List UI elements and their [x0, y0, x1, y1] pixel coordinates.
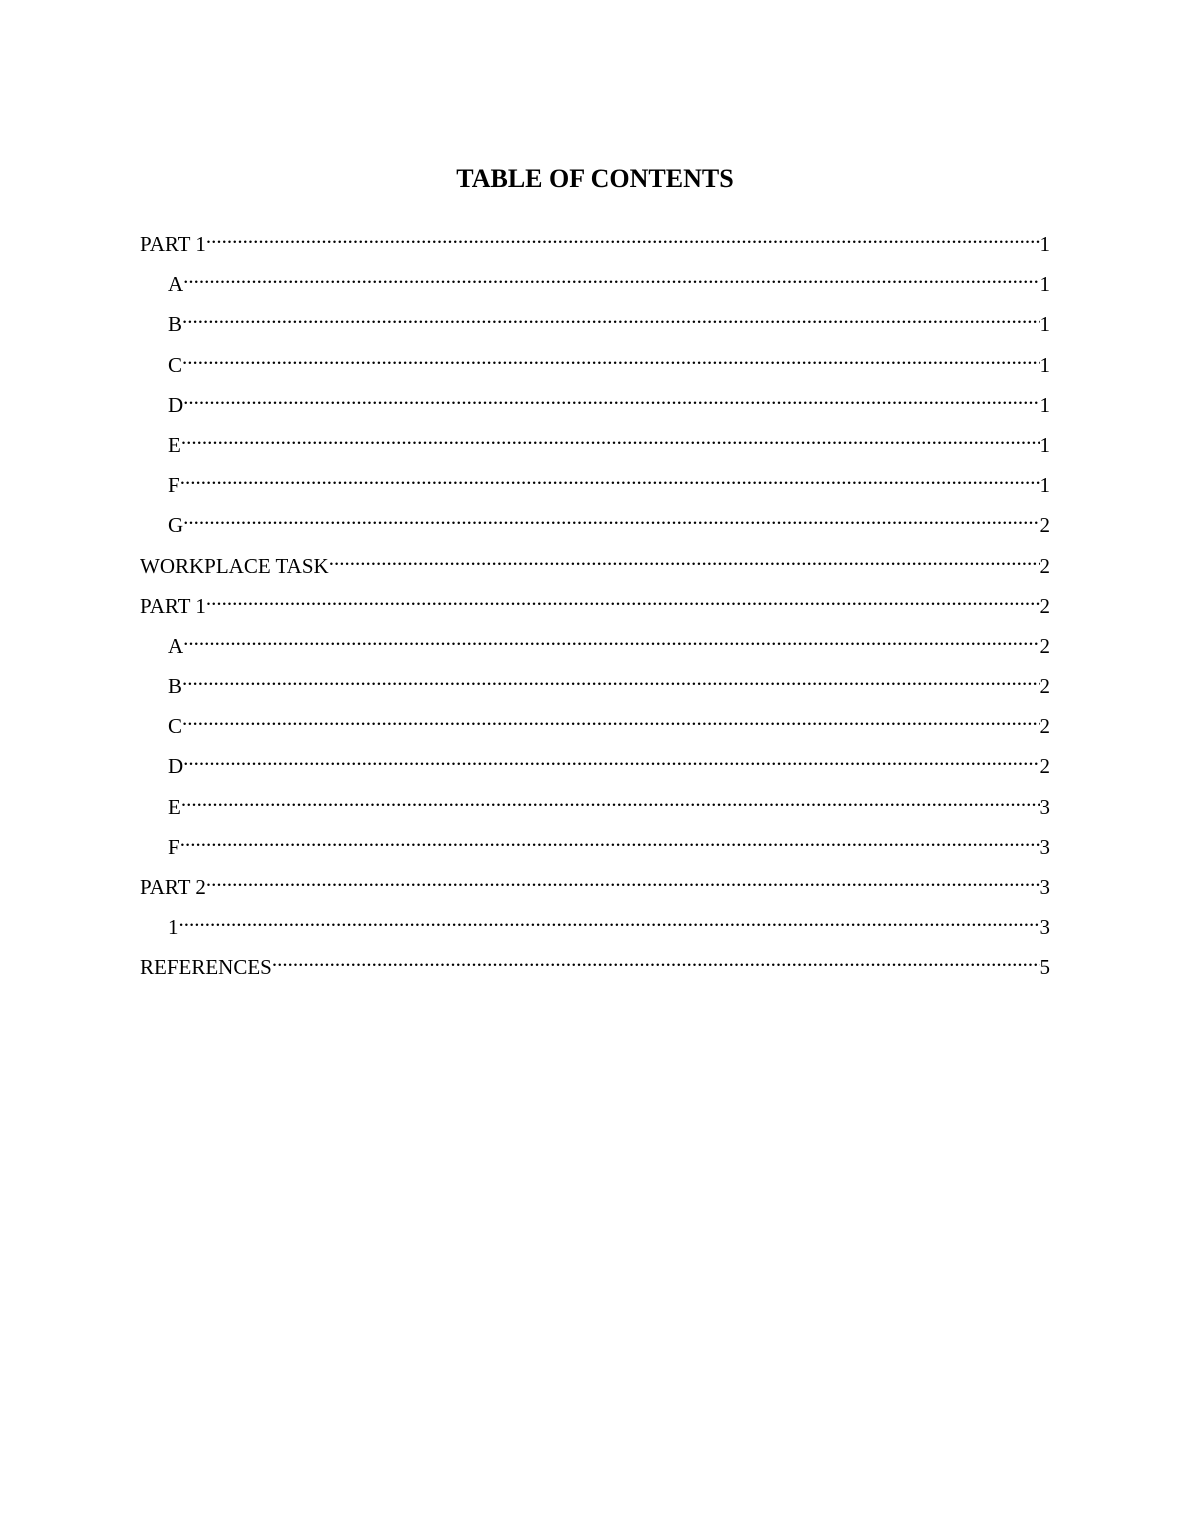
toc-entry-label: PART 2 — [140, 875, 206, 899]
toc-entry-label: G — [168, 513, 184, 538]
toc-entry[interactable] — [140, 583, 1050, 623]
toc-dot-leader — [206, 583, 1040, 613]
toc-dot-leader — [272, 944, 1040, 974]
toc-entry-page-number: 1 — [1039, 232, 1050, 256]
toc-entry[interactable] — [140, 462, 1050, 502]
toc-entry-page-number: 2 — [1039, 674, 1050, 699]
toc-entry-label: E — [168, 794, 181, 819]
toc-entry-label: REFERENCES — [140, 955, 272, 980]
toc-entry[interactable] — [140, 543, 1050, 583]
toc-entry-page-number: 2 — [1039, 633, 1050, 658]
toc-entry[interactable] — [140, 944, 1050, 984]
toc-entry-page-number: 1 — [1039, 473, 1050, 498]
toc-dot-leader — [206, 864, 1040, 894]
toc-entry-label: B — [168, 312, 183, 337]
toc-entry[interactable] — [140, 342, 1050, 382]
toc-dot-leader — [182, 301, 1039, 331]
toc-dot-leader — [206, 221, 1040, 251]
toc-entry-page-number: 3 — [1039, 834, 1050, 859]
toc-dot-leader — [181, 422, 1040, 452]
toc-dot-leader — [329, 543, 1040, 573]
toc-entry-label: F — [168, 834, 180, 859]
toc-entry-label: WORKPLACE TASK — [140, 553, 329, 578]
toc-entry[interactable] — [140, 301, 1050, 341]
toc-entry[interactable] — [140, 663, 1050, 703]
toc-entry[interactable] — [140, 784, 1050, 824]
toc-entry-label: D — [168, 392, 184, 417]
toc-dot-leader — [183, 261, 1039, 291]
toc-dot-leader — [180, 462, 1040, 492]
toc-entry-label: D — [168, 754, 184, 779]
toc-entry-page-number: 3 — [1039, 794, 1050, 819]
toc-dot-leader — [182, 663, 1039, 693]
toc-entry-page-number: 1 — [1039, 392, 1050, 417]
toc-entry-label: PART 1 — [140, 593, 206, 618]
toc-entry-page-number: 2 — [1039, 754, 1050, 779]
toc-entry-page-number: 5 — [1039, 955, 1050, 980]
toc-entry[interactable] — [140, 502, 1050, 542]
toc-entry-page-number: 1 — [1039, 312, 1050, 337]
toc-entry-label: A — [168, 272, 184, 297]
toc-entry-page-number: 2 — [1039, 513, 1050, 538]
toc-entry-page-number: 3 — [1039, 875, 1050, 899]
toc-entry[interactable] — [140, 382, 1050, 422]
toc-entry-page-number: 2 — [1039, 553, 1050, 578]
toc-list — [140, 221, 1050, 985]
toc-entry[interactable] — [140, 824, 1050, 864]
toc-dot-leader — [182, 342, 1039, 372]
toc-heading: TABLE OF CONTENTS — [456, 164, 734, 193]
toc-dot-leader — [181, 784, 1040, 814]
toc-entry[interactable] — [140, 261, 1050, 301]
toc-dot-leader — [179, 904, 1040, 934]
toc-dot-leader — [183, 623, 1039, 653]
toc-entry-label: C — [168, 352, 183, 377]
toc-entry[interactable] — [140, 904, 1050, 944]
toc-entry-page-number: 3 — [1039, 915, 1050, 940]
toc-entry-page-number: 2 — [1039, 714, 1050, 739]
toc-entry-label: A — [168, 633, 184, 658]
toc-entry-page-number: 1 — [1039, 272, 1050, 297]
toc-entry[interactable] — [140, 864, 1050, 904]
toc-entry[interactable] — [140, 703, 1050, 743]
toc-entry-label: B — [168, 674, 183, 699]
toc-entry-label: E — [168, 432, 181, 457]
toc-dot-leader — [183, 743, 1039, 773]
toc-entry[interactable] — [140, 422, 1050, 462]
toc-entry-page-number: 1 — [1039, 432, 1050, 457]
toc-entry[interactable] — [140, 743, 1050, 783]
toc-entry-label: F — [168, 473, 180, 498]
toc-dot-leader — [182, 703, 1039, 733]
toc-entry-label: 1 — [168, 915, 179, 940]
toc-entry-page-number: 2 — [1039, 593, 1050, 618]
toc-dot-leader — [183, 502, 1039, 532]
toc-entry-label: C — [168, 714, 183, 739]
toc-entry-label: PART 1 — [140, 232, 206, 256]
toc-entry-page-number: 1 — [1039, 352, 1050, 377]
toc-dot-leader — [183, 382, 1039, 412]
toc-dot-leader — [180, 824, 1040, 854]
toc-entry[interactable] — [140, 221, 1050, 261]
toc-entry[interactable] — [140, 623, 1050, 663]
